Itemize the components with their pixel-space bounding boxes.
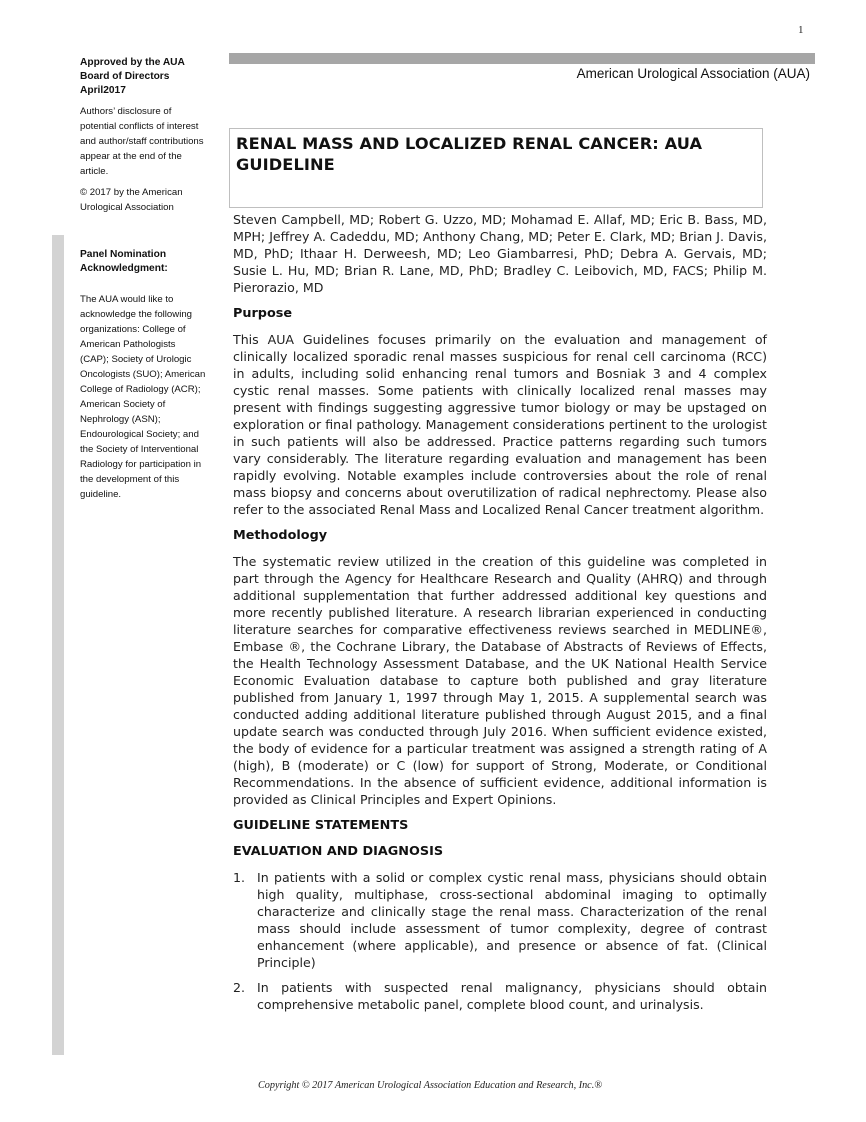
statement-text: In patients with a solid or complex cystic renal mass, physicians should obtain high quality, multiphase, cross-sectional abdominal imaging to optimally characterize and clinically stage the renal mass. Characterization of the renal mass should include assessment of tumor complexity, degree of contrast enhancement (where applicable), and presence or absence of fat. (Clinical Principle) (257, 870, 767, 970)
sidebar-info (80, 56, 206, 221)
acknowledgment-panel (80, 248, 206, 502)
author-list: Steven Campbell, MD; Robert G. Uzzo, MD; Mohamad E. Allaf, MD; Eric B. Bass, MD, MPH; Jeffrey A. Cadeddu, MD; Anthony Chang, MD; Peter E. Clark, MD; Brian J. Davis, MD, PhD; Ithaar H. Derweesh, MD; Leo Giambarresi, PhD; Debra A. Gervais, MD; Susie L. Hu, MD; Brian R. Lane, MD, PhD; Bradley C. Leibovich, MD, FACS; Philip M. Pierorazio, MD (233, 212, 767, 295)
statement-item (233, 979, 767, 1013)
evaluation-heading: EVALUATION AND DIAGNOSIS (233, 844, 444, 859)
document-title: RENAL MASS AND LOCALIZED RENAL CANCER: AUA GUIDELINE (236, 134, 703, 174)
methodology-text: The systematic review utilized in the creation of this guideline was completed in part through the Agency for Healthcare Research and Quality (AHRQ) and through additional supplementation that further addressed additional key questions and more recently published literature. A research librarian experienced in conducting literature searches for comparative effectiveness reviews searched in MEDLINE®, Embase ®, the Cochrane Library, the Database of Abstracts of Reviews of Effects, the Health Technology Assessment Database, and the UK National Health Service Economic Evaluation database to capture both published and gray literature published from January 1, 1997 through May 1, 2015. A supplemental search was conducted adding additional literature published through August 2015, and a final update search was conducted through July 2016. When sufficient evidence existed, the body of evidence for a particular treatment was assigned a strength rating of A (high), B (moderate) or C (low) for support of Strong, Moderate, or Conditional Recommendations. In the absence of sufficient evidence, additional information is provided as Clinical Principles and Expert Opinions. (233, 554, 767, 807)
guideline-statements-heading: GUIDELINE STATEMENTS (233, 818, 409, 833)
sidebar-accent-bar (52, 235, 64, 1055)
approval-note: Approved by the AUA Board of Directors April2017 (80, 57, 185, 96)
statement-text: In patients with suspected renal malignancy, physicians should obtain comprehensive metabolic panel, complete blood count, and urinalysis. (257, 980, 767, 1012)
footer-copyright: Copyright © 2017 American Urological Association Education and Research, Inc.® (258, 1080, 602, 1091)
title-box (229, 128, 763, 208)
purpose-heading: Purpose (233, 306, 293, 321)
purpose-text: This AUA Guidelines focuses primarily on the evaluation and management of clinically localized sporadic renal masses suspicious for renal cell carcinoma (RCC) in adults, including solid enhancing renal tumors and Bosniak 3 and 4 complex cystic renal masses. Some patients with clinically localized renal masses may present with findings suggesting aggressive tumor biology or may be upstaged on exploration or final pathology. Management considerations pertinent to the urologist in such patients will also be addressed. Practice patterns regarding such tumors vary considerably. The literature regarding evaluation and management has been rapidly evolving. Notable examples include controversies about the role of renal mass biopsy and concerns about overutilization of radical nephrectomy. Please also refer to the associated Renal Mass and Localized Renal Cancer treatment algorithm. (233, 332, 767, 517)
page-number: 1 (798, 24, 804, 36)
statement-list (233, 869, 767, 1013)
statement-number: 2. (233, 980, 246, 995)
statement-item (233, 869, 767, 971)
statement-number: 1. (233, 870, 246, 885)
main-content (233, 211, 767, 1021)
acknowledgment-heading: Panel Nomination Acknowledgment: (80, 249, 168, 274)
methodology-heading: Methodology (233, 528, 328, 543)
header-bar (229, 53, 815, 64)
disclosure-note: Authors’ disclosure of potential conflicts of interest and author/staff contributions appear at the end of the article. (80, 106, 204, 177)
acknowledgment-text: The AUA would like to acknowledge the following organizations: College of American Pathologists (CAP); Society of Urologic Oncologists (SUO); American College of Radiology (ACR); American Society of Nephrology (ASN); Endourological Society; and the Society of Interventional Radiology for participation in the development of this guideline. (80, 294, 206, 500)
organization-name: American Urological Association (AUA) (576, 66, 810, 81)
copyright-note: © 2017 by the American Urological Association (80, 187, 183, 213)
